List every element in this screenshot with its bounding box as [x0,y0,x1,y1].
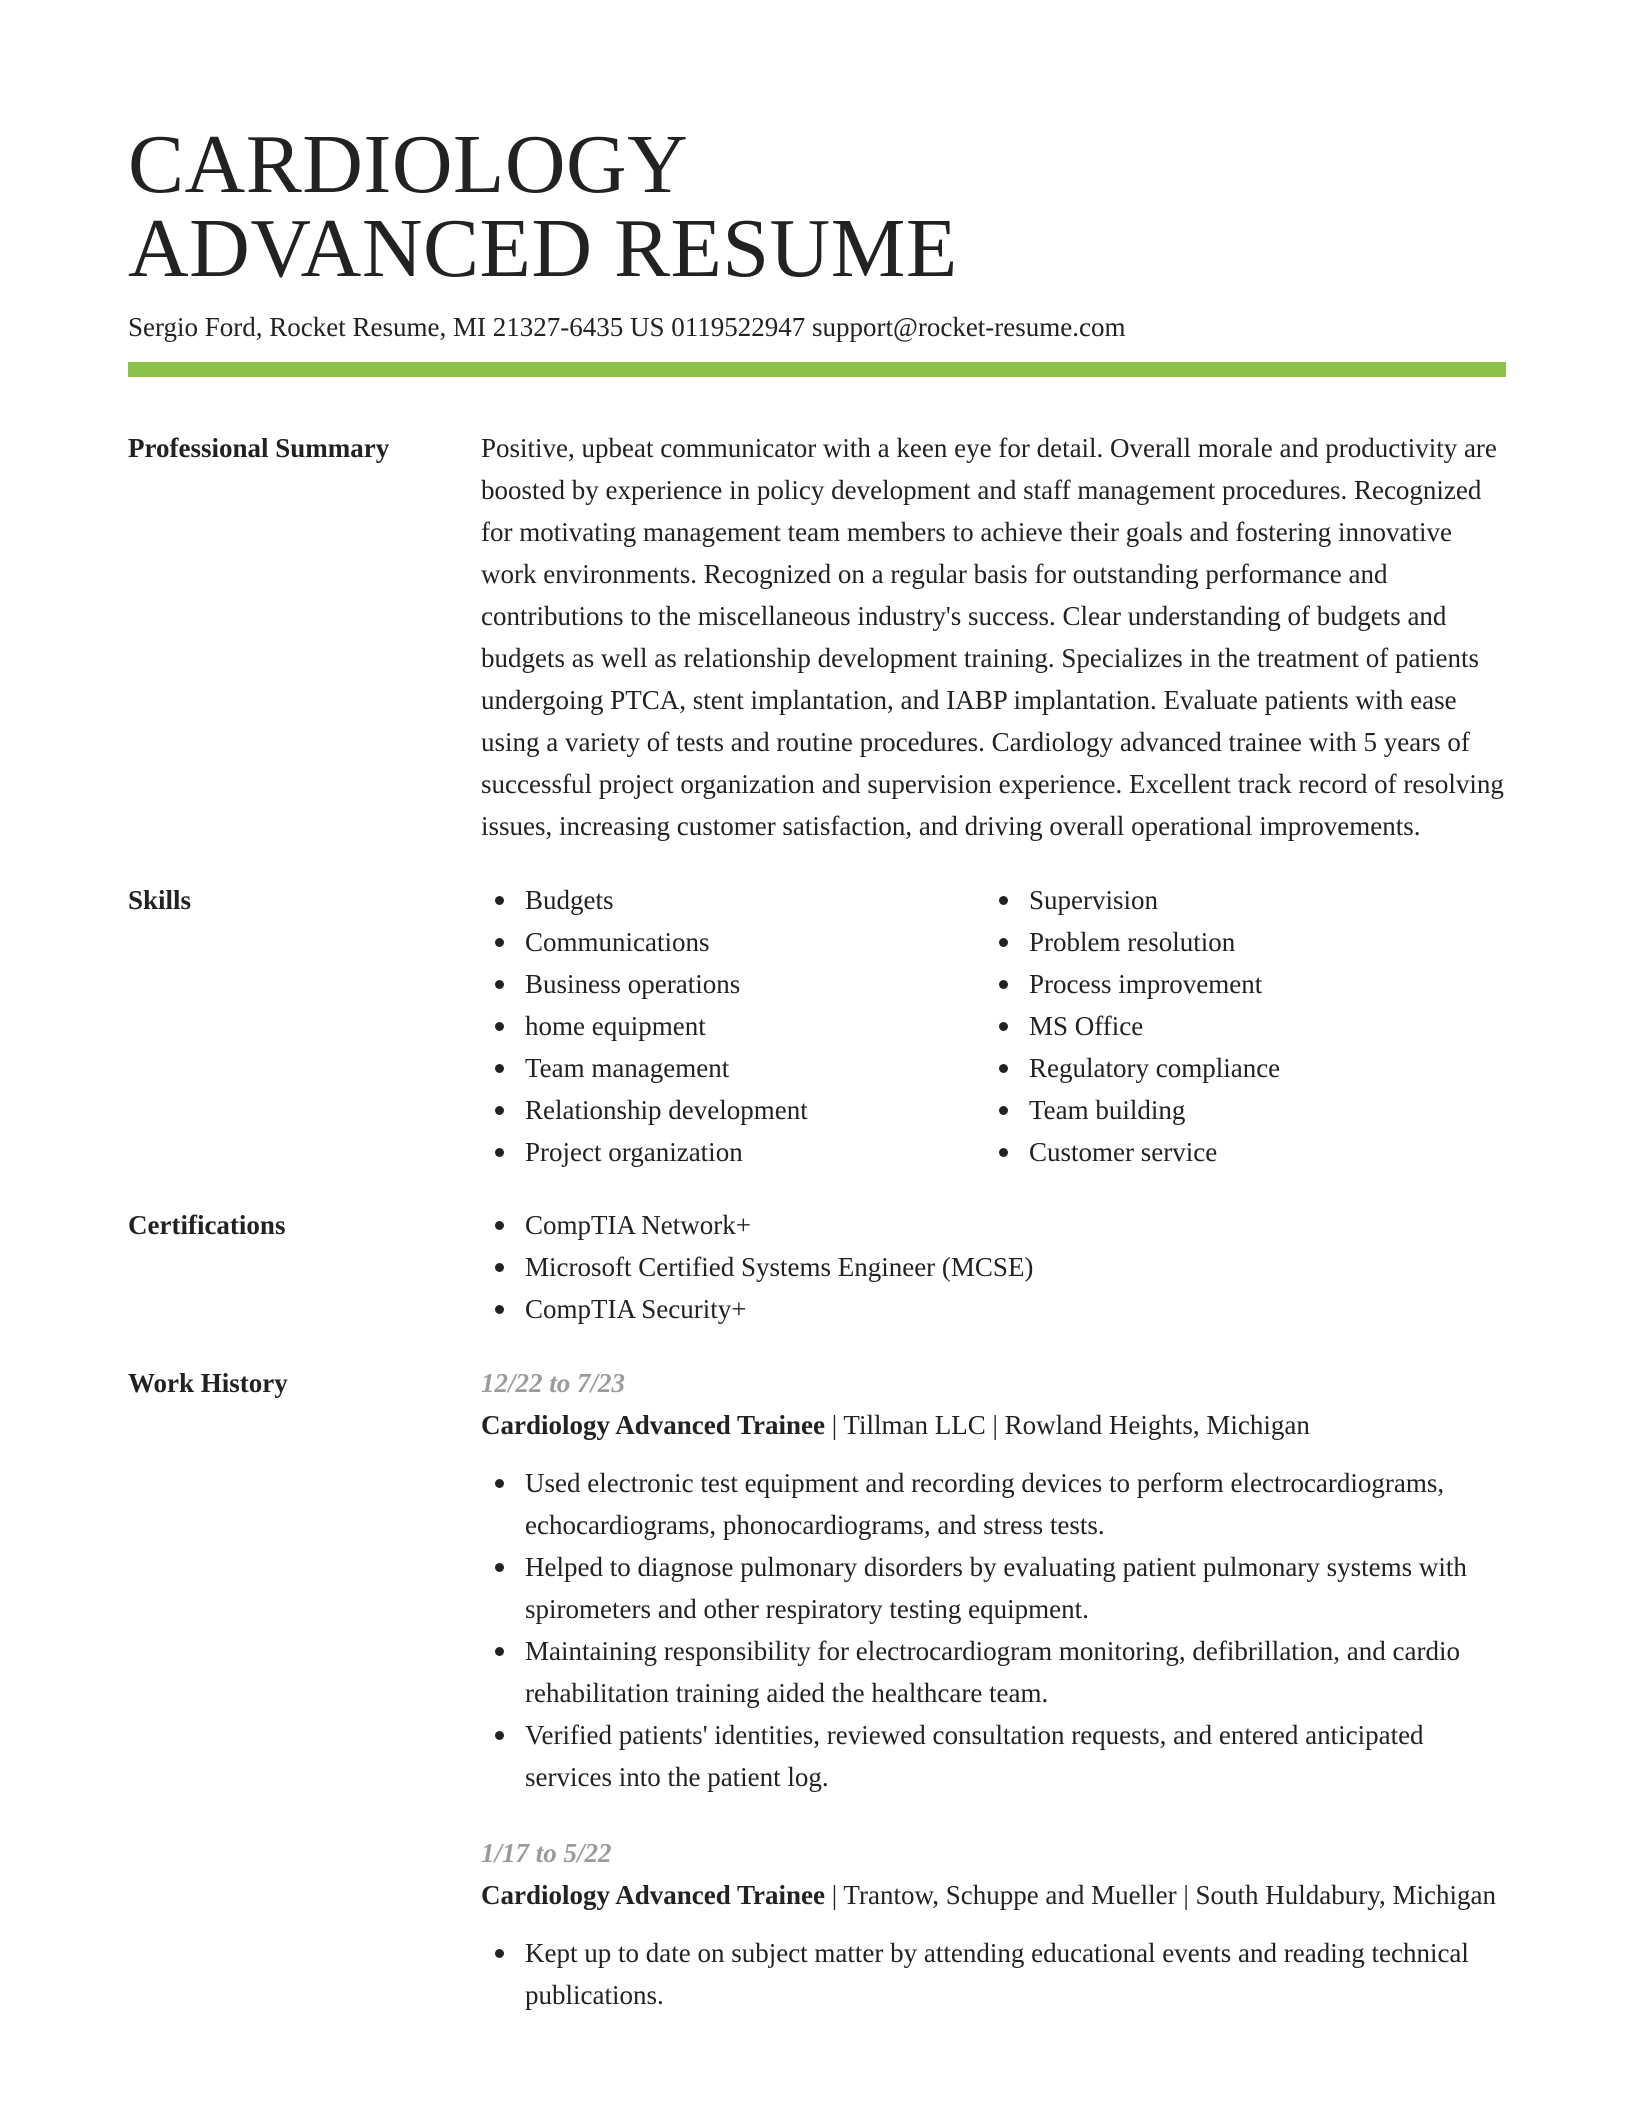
job-bullets [481,1932,1506,2016]
certifications-list [481,1204,1506,1330]
skill-item: Team management [481,1047,985,1089]
skill-item: Budgets [481,879,985,921]
job-title: Cardiology Advanced Trainee [481,1410,826,1440]
job-details: | Trantow, Schuppe and Mueller | South Huldabury, Michigan [825,1880,1497,1910]
skill-item: Project organization [481,1131,985,1173]
skill-item: Relationship development [481,1089,985,1131]
job-bullet: Maintaining responsibility for electrocardiogram monitoring, defibrillation, and cardio rehabilitation training aided the healthcare team. [481,1630,1506,1714]
job-bullets [481,1462,1506,1798]
certifications-section [128,1204,1506,1330]
skill-item: Process improvement [985,963,1489,1005]
job-entry [481,1362,1506,1798]
skill-item: Supervision [985,879,1489,921]
skill-item: Team building [985,1089,1489,1131]
job-bullet: Kept up to date on subject matter by attending educational events and reading technical publications. [481,1932,1506,2016]
work-history-section [128,1362,1506,2016]
skill-item: Regulatory compliance [985,1047,1489,1089]
certification-item: CompTIA Security+ [481,1288,1506,1330]
job-role [481,1404,1506,1446]
work-history-body [481,1362,1506,2016]
accent-divider [128,362,1506,377]
title-line-2: ADVANCED RESUME [128,202,958,295]
job-date: 1/17 to 5/22 [481,1838,612,1868]
skills-column-2 [985,879,1489,1173]
title-line-1: CARDIOLOGY [128,118,689,211]
job-bullet: Helped to diagnose pulmonary disorders by evaluating patient pulmonary systems with spirometers and other respiratory testing equipment. [481,1546,1506,1630]
job-entry [481,1832,1506,2016]
skill-item: Problem resolution [985,921,1489,963]
skills-section [128,879,1506,1173]
skill-item: MS Office [985,1005,1489,1047]
job-bullet: Verified patients' identities, reviewed consultation requests, and entered anticipated services into the patient log. [481,1714,1506,1798]
summary-section [128,427,1506,847]
skill-item: home equipment [481,1005,985,1047]
contact-line: Sergio Ford, Rocket Resume, MI 21327-6435 US 0119522947 support@rocket-resume.com [128,312,1126,342]
skills-column-1 [481,879,985,1173]
skill-item: Customer service [985,1131,1489,1173]
job-role [481,1874,1506,1916]
job-title: Cardiology Advanced Trainee [481,1880,826,1910]
resume-page [128,118,1506,2016]
skills-grid [481,879,1506,1173]
work-history-heading: Work History [128,1368,288,1398]
certifications-body [481,1204,1506,1330]
certification-item: CompTIA Network+ [481,1204,1506,1246]
summary-heading: Professional Summary [128,433,390,463]
skills-heading: Skills [128,885,192,915]
certifications-heading: Certifications [128,1210,286,1240]
job-bullet: Used electronic test equipment and recording devices to perform electrocardiograms, echocardiograms, phonocardiograms, and stress tests. [481,1462,1506,1546]
skills-body [481,879,1506,1173]
job-details: | Tillman LLC | Rowland Heights, Michigan [825,1410,1310,1440]
resume-title [128,118,1506,295]
job-date: 12/22 to 7/23 [481,1368,626,1398]
certification-item: Microsoft Certified Systems Engineer (MCSE) [481,1246,1506,1288]
summary-text: Positive, upbeat communicator with a keen eye for detail. Overall morale and productivity are boosted by experience in policy development and staff management procedures. Recognized for motivating management team members to achieve their goals and fostering innovative work environments. Recognized on a regular basis for outstanding performance and contributions to the miscellaneous industry's success. Clear understanding of budgets and budgets as well as relationship development training. Specializes in the treatment of patients undergoing PTCA, stent implantation, and IABP implantation. Evaluate patients with ease using a variety of tests and routine procedures. Cardiology advanced trainee with 5 years of successful project organization and supervision experience. Excellent track record of resolving issues, increasing customer satisfaction, and driving overall operational improvements. [481,433,1504,841]
skill-item: Business operations [481,963,985,1005]
skill-item: Communications [481,921,985,963]
